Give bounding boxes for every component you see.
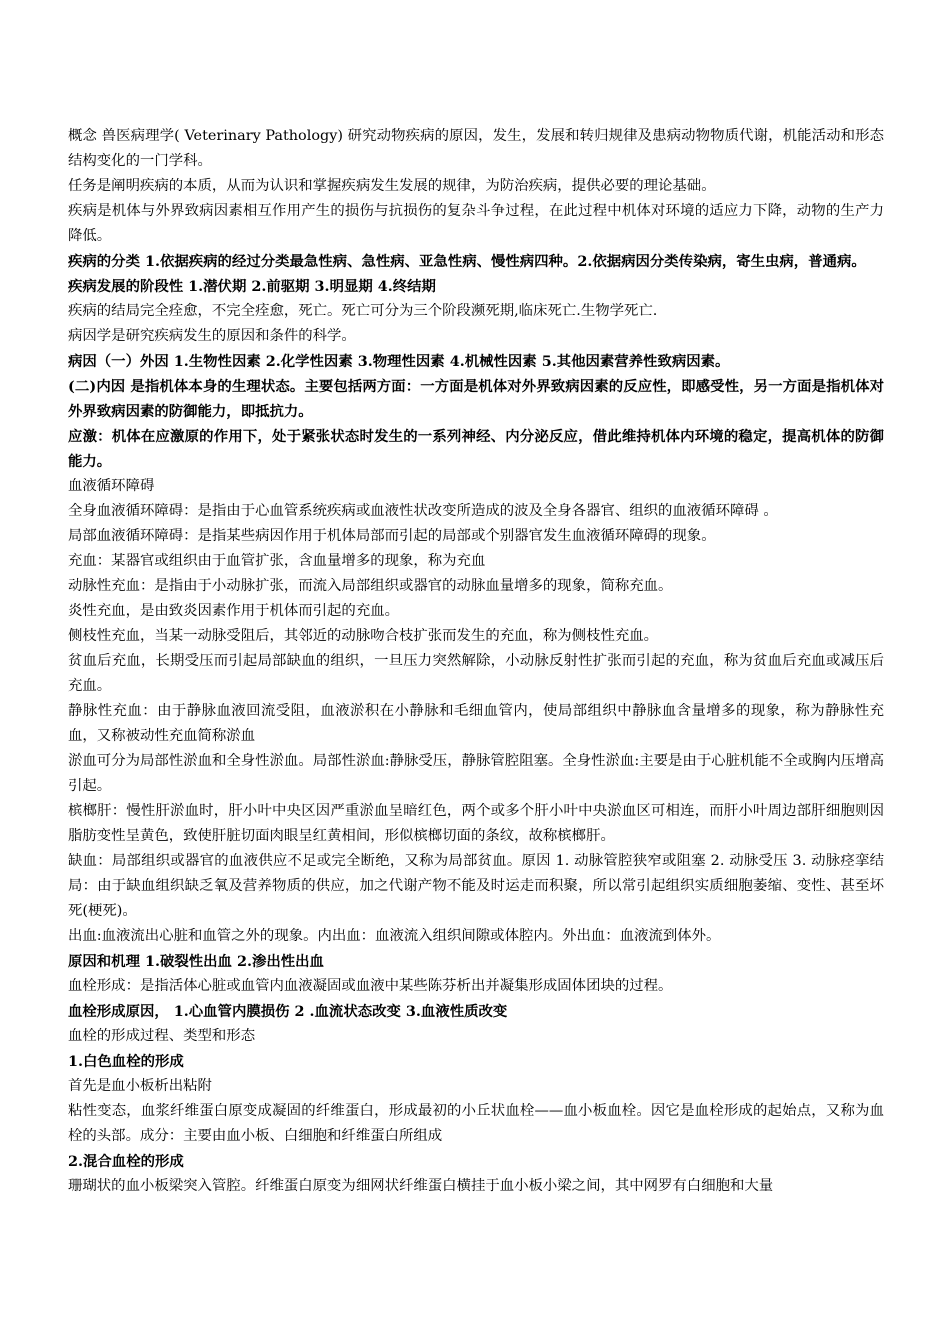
document-page (68, 124, 884, 1199)
paragraph-mixed-thrombus-heading: 2.混合血栓的形成 (68, 1153, 184, 1170)
paragraph-thrombus-process-heading: 血栓的形成过程、类型和形态 (68, 1028, 256, 1044)
paragraph-disease: 疾病是机体与外界致病因素相互作用产生的损伤与抗损伤的复杂斗争过程，在此过程中机体对环境的适应力下降，动物的生产力降低。 (68, 203, 884, 244)
paragraph-etiology: 病因学是研究疾病发生的原因和条件的科学。 (68, 328, 356, 344)
paragraph-systemic-disorder: 全身血液循环障碍：是指由于心血管系统疾病或血液性状改变所造成的波及全身各器官、组织的血液循环障碍 。 (68, 503, 778, 519)
paragraph-congestion-types: 淤血可分为局部性淤血和全身性淤血。局部性淤血:静脉受压，静脉管腔阻塞。全身性淤血:主要是由于心脏机能不全或胸内压增高引起。 (68, 753, 884, 794)
paragraph-thrombosis: 血栓形成：是指活体心脏或血管内血液凝固或血液中某些陈芬析出并凝集形成固体团块的过程。 (68, 978, 673, 994)
paragraph-venous-hyperemia: 静脉性充血：由于静脉血液回流受阻，血液淤积在小静脉和毛细血管内，使局部组织中静脉血含量增多的现象，称为静脉性充血，又称被动性充血简称淤血 (68, 703, 884, 744)
paragraph-platelet-thrombus: 粘性变态，血浆纤维蛋白原变成凝固的纤维蛋白，形成最初的小丘状血栓——血小板血栓。因它是血栓形成的起始点，又称为血栓的头部。成分：主要由血小板、白细胞和纤维蛋白所组成 (68, 1103, 884, 1144)
paragraph-platelet-adhesion: 首先是血小板析出粘附 (68, 1078, 212, 1094)
paragraph-stress: 应激：机体在应激原的作用下，处于紧张状态时发生的一系列神经、内分泌反应，借此维持机体内环境的稳定，提高机体的防御能力。 (68, 428, 884, 470)
paragraph-stages: 疾病发展的阶段性 1.潜伏期 2.前驱期 3.明显期 4.终结期 (68, 278, 436, 295)
paragraph-task: 任务是阐明疾病的本质，从而为认识和掌握疾病发生发展的规律，为防治疾病，提供必要的理论基础。 (68, 178, 716, 194)
paragraph-white-thrombus-heading: 1.白色血栓的形成 (68, 1053, 184, 1070)
paragraph-arterial-hyperemia: 动脉性充血：是指由于小动脉扩张，而流入局部组织或器官的动脉血量增多的现象，简称充血。 (68, 578, 673, 594)
paragraph-hemorrhage-mechanism: 原因和机理 1.破裂性出血 2.渗出性出血 (68, 953, 324, 970)
paragraph-internal-causes: (二)内因 是指机体本身的生理状态。主要包括两方面：一方面是机体对外界致病因素的反应性，即感受性，另一方面是指机体对外界致病因素的防御能力，即抵抗力。 (68, 378, 884, 420)
paragraph-classification: 疾病的分类 1.依据疾病的经过分类最急性病、急性病、亚急性病、慢性病四种。2.依据病因分类传染病，寄生虫病，普通病。 (68, 253, 866, 270)
paragraph-post-anemic-hyperemia: 贫血后充血，长期受压而引起局部缺血的组织，一旦压力突然解除，小动脉反射性扩张而引起的充血，称为贫血后充血或减压后充血。 (68, 653, 884, 694)
paragraph-hyperemia: 充血：某器官或组织由于血管扩张，含血量增多的现象，称为充血 (68, 553, 486, 569)
paragraph-outcome: 疾病的结局完全痊愈，不完全痊愈，死亡。死亡可分为三个阶段濒死期,临床死亡.生物学死亡. (68, 303, 658, 319)
paragraph-definition: 概念 兽医病理学( Veterinary Pathology) 研究动物疾病的原因，发生，发展和转归规律及患病动物物质代谢，机能活动和形态结构变化的一门学科。 (68, 128, 884, 169)
paragraph-circulation-heading: 血液循环障碍 (68, 478, 155, 494)
paragraph-ischemia: 缺血：局部组织或器官的血液供应不足或完全断绝，又称为局部贫血。原因 1. 动脉管腔狭窄或阻塞 2. 动脉受压 3. 动脉痉挛结局：由于缺血组织缺乏氧及营养物质的供应，加之代谢产物不能及时运走而积聚，所以常引起组织实质细胞萎缩、变性、甚至坏死(梗死)。 (68, 853, 884, 919)
paragraph-hemorrhage: 出血:血液流出心脏和血管之外的现象。内出血：血液流入组织间隙或体腔内。外出血：血液流到体外。 (68, 928, 721, 944)
paragraph-inflammatory-hyperemia: 炎性充血，是由致炎因素作用于机体而引起的充血。 (68, 603, 399, 619)
paragraph-collateral-hyperemia: 侧枝性充血，当某一动脉受阻后，其邻近的动脉吻合枝扩张而发生的充血，称为侧枝性充血。 (68, 628, 659, 644)
paragraph-nutmeg-liver: 槟榔肝：慢性肝淤血时，肝小叶中央区因严重淤血呈暗红色，两个或多个肝小叶中央淤血区可相连，而肝小叶周边部肝细胞则因脂肪变性呈黄色，致使肝脏切面肉眼呈红黄相间，形似槟榔切面的条纹，故称槟榔肝。 (68, 803, 884, 844)
paragraph-coral-trabeculae: 珊瑚状的血小板梁突入管腔。纤维蛋白原变为细网状纤维蛋白横挂于血小板小梁之间，其中网罗有白细胞和大量 (68, 1178, 774, 1194)
paragraph-external-causes: 病因（一）外因 1.生物性因素 2.化学性因素 3.物理性因素 4.机械性因素 5.其他因素营养性致病因素。 (68, 353, 730, 370)
paragraph-thrombosis-causes: 血栓形成原因， 1.心血管内膜损伤 2 .血流状态改变 3.血液性质改变 (68, 1003, 508, 1020)
paragraph-local-disorder: 局部血液循环障碍：是指某些病因作用于机体局部而引起的局部或个别器官发生血液循环障碍的现象。 (68, 528, 716, 544)
